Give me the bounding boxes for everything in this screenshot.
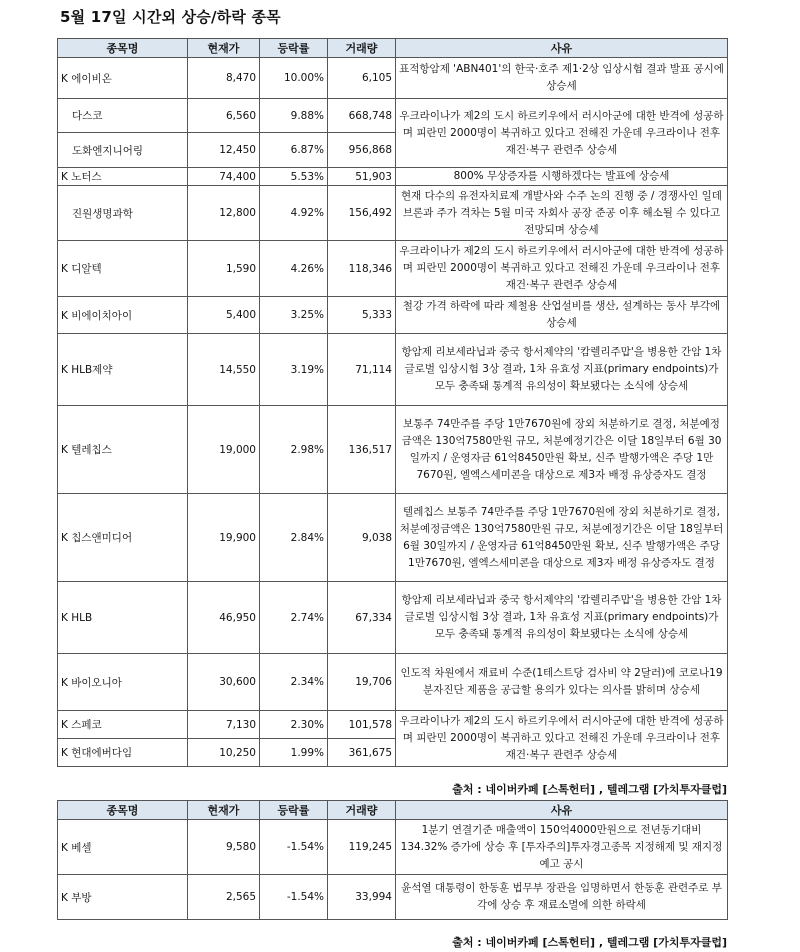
stock-volume: 119,245 — [328, 820, 396, 875]
header-change: 등락률 — [260, 801, 328, 820]
stock-reason: 인도적 차원에서 재료비 수준(1테스트당 검사비 약 2달러)에 코로나19 분자진단 제품을 공급할 용의가 있다는 의사를 밝히며 상승세 — [396, 654, 728, 711]
stock-reason: 텔레칩스 보통주 74만주를 주당 1만7670원에 장외 처분하기로 결정, 처분예정금액은 130억7580만원 규모, 처분예정기간은 이달 18일부터 6월 30일까지 / 운영자금 61억8450만원 확보, 신주 발행가액은 주당 1만7670원, 엘엑스세미콘을 대상으로 제3자 배정 유상증자도 결정 — [396, 494, 728, 582]
stock-reason: 철강 가격 하락에 따라 제철용 산업설비를 생산, 설계하는 동사 부각에 상승세 — [396, 297, 728, 334]
header-volume: 거래량 — [328, 801, 396, 820]
stock-reason: 표적항암제 'ABN401'의 한국·호주 제1·2상 임상시험 결과 발표 공시에 상승세 — [396, 58, 728, 99]
source-note: 출처 : 네이버카페 [스톡헌터] , 텔레그램 [가치투자클럽] — [452, 783, 727, 796]
stock-volume: 67,334 — [328, 582, 396, 654]
stock-price: 2,565 — [188, 875, 260, 920]
table-row — [58, 406, 728, 494]
stock-name: 다스코 — [58, 99, 188, 133]
stock-volume: 156,492 — [328, 186, 396, 241]
stock-change: 3.19% — [260, 334, 328, 406]
stock-name: 진원생명과학 — [58, 186, 188, 241]
table-row — [58, 58, 728, 99]
stock-volume: 668,748 — [328, 99, 396, 133]
stock-reason: 우크라이나가 제2의 도시 하르키우에서 러시아군에 대한 반격에 성공하며 피란민 2000명이 복귀하고 있다고 전해진 가운데 우크라이나 전후 재건·복구 관련주 상승세 — [396, 99, 728, 168]
stock-reason: 현재 다수의 유전자치료제 개발사와 수주 논의 진행 중 / 경쟁사인 일데브론과 주가 격차는 5월 미국 자회사 공장 준공 이후 해소될 수 있다고 전망되며 상승세 — [396, 186, 728, 241]
stock-price: 10,250 — [188, 739, 260, 767]
stock-volume: 19,706 — [328, 654, 396, 711]
stock-price: 12,450 — [188, 133, 260, 168]
header-reason: 사유 — [396, 39, 728, 58]
table-row — [58, 875, 728, 920]
falling-stocks-table — [57, 800, 728, 920]
table-row — [58, 186, 728, 241]
stock-volume: 118,346 — [328, 241, 396, 297]
header-name: 종목명 — [58, 801, 188, 820]
stock-reason: 보통주 74만주를 주당 1만7670원에 장외 처분하기로 결정, 처분예정금액은 130억7580만원 규모, 처분예정기간은 이달 18일부터 6월 30일까지 / 운영자금 61억8450만원 확보, 신주 발행가액은 주당 1만7670원, 엘엑스세미콘을 대상으로 제3자 배정 유상증자도 결정 — [396, 406, 728, 494]
stock-change: 4.26% — [260, 241, 328, 297]
stock-volume: 101,578 — [328, 711, 396, 739]
stock-price: 30,600 — [188, 654, 260, 711]
table-row — [58, 99, 728, 133]
table-row — [58, 820, 728, 875]
stock-reason: 우크라이나가 제2의 도시 하르키우에서 러시아군에 대한 반격에 성공하며 피란민 2000명이 복귀하고 있다고 전해진 가운데 우크라이나 전후 재건·복구 관련주 상승세 — [396, 711, 728, 767]
stock-change: 1.99% — [260, 739, 328, 767]
stock-name: K 스페코 — [58, 711, 188, 739]
stock-change: -1.54% — [260, 875, 328, 920]
stock-volume: 71,114 — [328, 334, 396, 406]
stock-name: K 디알텍 — [58, 241, 188, 297]
table-header-row — [58, 39, 728, 58]
stock-price: 19,000 — [188, 406, 260, 494]
stock-reason: 800% 무상증자를 시행하겠다는 발표에 상승세 — [396, 168, 728, 186]
stock-change: 2.98% — [260, 406, 328, 494]
header-name: 종목명 — [58, 39, 188, 58]
table-row — [58, 334, 728, 406]
stock-name: K 비에이치아이 — [58, 297, 188, 334]
stock-price: 46,950 — [188, 582, 260, 654]
stock-name: K HLB — [58, 582, 188, 654]
stock-volume: 136,517 — [328, 406, 396, 494]
stock-volume: 9,038 — [328, 494, 396, 582]
stock-volume: 5,333 — [328, 297, 396, 334]
header-change: 등락률 — [260, 39, 328, 58]
source-note: 출처 : 네이버카페 [스톡헌터] , 텔레그램 [가치투자클럽] — [452, 936, 727, 949]
table-row — [58, 297, 728, 334]
stock-name: K 텔레칩스 — [58, 406, 188, 494]
stock-change: 2.34% — [260, 654, 328, 711]
table-header-row — [58, 801, 728, 820]
rising-stocks-table — [57, 38, 728, 767]
stock-reason: 항암제 리보세라닙과 중국 항서제약의 '캄렐리주맙'을 병용한 간암 1차 글로벌 임상시험 3상 결과, 1차 유효성 지표(primary endpoints)가 모두 충족돼 통계적 유의성이 확보됐다는 소식에 상승세 — [396, 582, 728, 654]
stock-price: 12,800 — [188, 186, 260, 241]
stock-volume: 6,105 — [328, 58, 396, 99]
stock-volume: 361,675 — [328, 739, 396, 767]
header-volume: 거래량 — [328, 39, 396, 58]
stock-price: 1,590 — [188, 241, 260, 297]
stock-price: 19,900 — [188, 494, 260, 582]
stock-change: 9.88% — [260, 99, 328, 133]
header-price: 현재가 — [188, 801, 260, 820]
stock-reason: 우크라이나가 제2의 도시 하르키우에서 러시아군에 대한 반격에 성공하며 피란민 2000명이 복귀하고 있다고 전해진 가운데 우크라이나 전후 재건·복구 관련주 상승세 — [396, 241, 728, 297]
stock-name: K 베셀 — [58, 820, 188, 875]
stock-price: 7,130 — [188, 711, 260, 739]
stock-change: 2.74% — [260, 582, 328, 654]
stock-change: 10.00% — [260, 58, 328, 99]
stock-change: 6.87% — [260, 133, 328, 168]
stock-price: 14,550 — [188, 334, 260, 406]
stock-name: 도화엔지니어링 — [58, 133, 188, 168]
header-price: 현재가 — [188, 39, 260, 58]
stock-name: K 에이비온 — [58, 58, 188, 99]
table-row — [58, 241, 728, 297]
stock-change: 2.30% — [260, 711, 328, 739]
stock-change: 3.25% — [260, 297, 328, 334]
stock-name: K 현대에버다임 — [58, 739, 188, 767]
stock-price: 6,560 — [188, 99, 260, 133]
stock-change: 4.92% — [260, 186, 328, 241]
table-row — [58, 654, 728, 711]
stock-price: 9,580 — [188, 820, 260, 875]
stock-volume: 33,994 — [328, 875, 396, 920]
table-row — [58, 582, 728, 654]
stock-reason: 윤석열 대통령이 한동훈 법무부 장관을 임명하면서 한동훈 관련주로 부각에 상승 후 재료소멸에 의한 하락세 — [396, 875, 728, 920]
stock-name: K 부방 — [58, 875, 188, 920]
stock-volume: 956,868 — [328, 133, 396, 168]
stock-change: -1.54% — [260, 820, 328, 875]
stock-name: K 바이오니아 — [58, 654, 188, 711]
stock-volume: 51,903 — [328, 168, 396, 186]
stock-change: 2.84% — [260, 494, 328, 582]
stock-reason: 1분기 연결기준 매출액이 150억4000만원으로 전년동기대비 134.32% 증가에 상승 후 [투자주의]투자경고종목 지정해제 및 재지정 예고 공시 — [396, 820, 728, 875]
stock-price: 74,400 — [188, 168, 260, 186]
stock-name: K 칩스앤미디어 — [58, 494, 188, 582]
stock-change: 5.53% — [260, 168, 328, 186]
stock-name: K HLB제약 — [58, 334, 188, 406]
stock-name: K 노터스 — [58, 168, 188, 186]
stock-price: 8,470 — [188, 58, 260, 99]
table-row — [58, 168, 728, 186]
header-reason: 사유 — [396, 801, 728, 820]
table-row — [58, 494, 728, 582]
stock-price: 5,400 — [188, 297, 260, 334]
stock-reason: 항암제 리보세라닙과 중국 항서제약의 '캄렐리주맙'을 병용한 간암 1차 글로벌 임상시험 3상 결과, 1차 유효성 지표(primary endpoints)가 모두 충족돼 통계적 유의성이 확보됐다는 소식에 상승세 — [396, 334, 728, 406]
table-row — [58, 711, 728, 739]
page-title: 5월 17일 시간외 상승/하락 종목 — [60, 8, 281, 26]
